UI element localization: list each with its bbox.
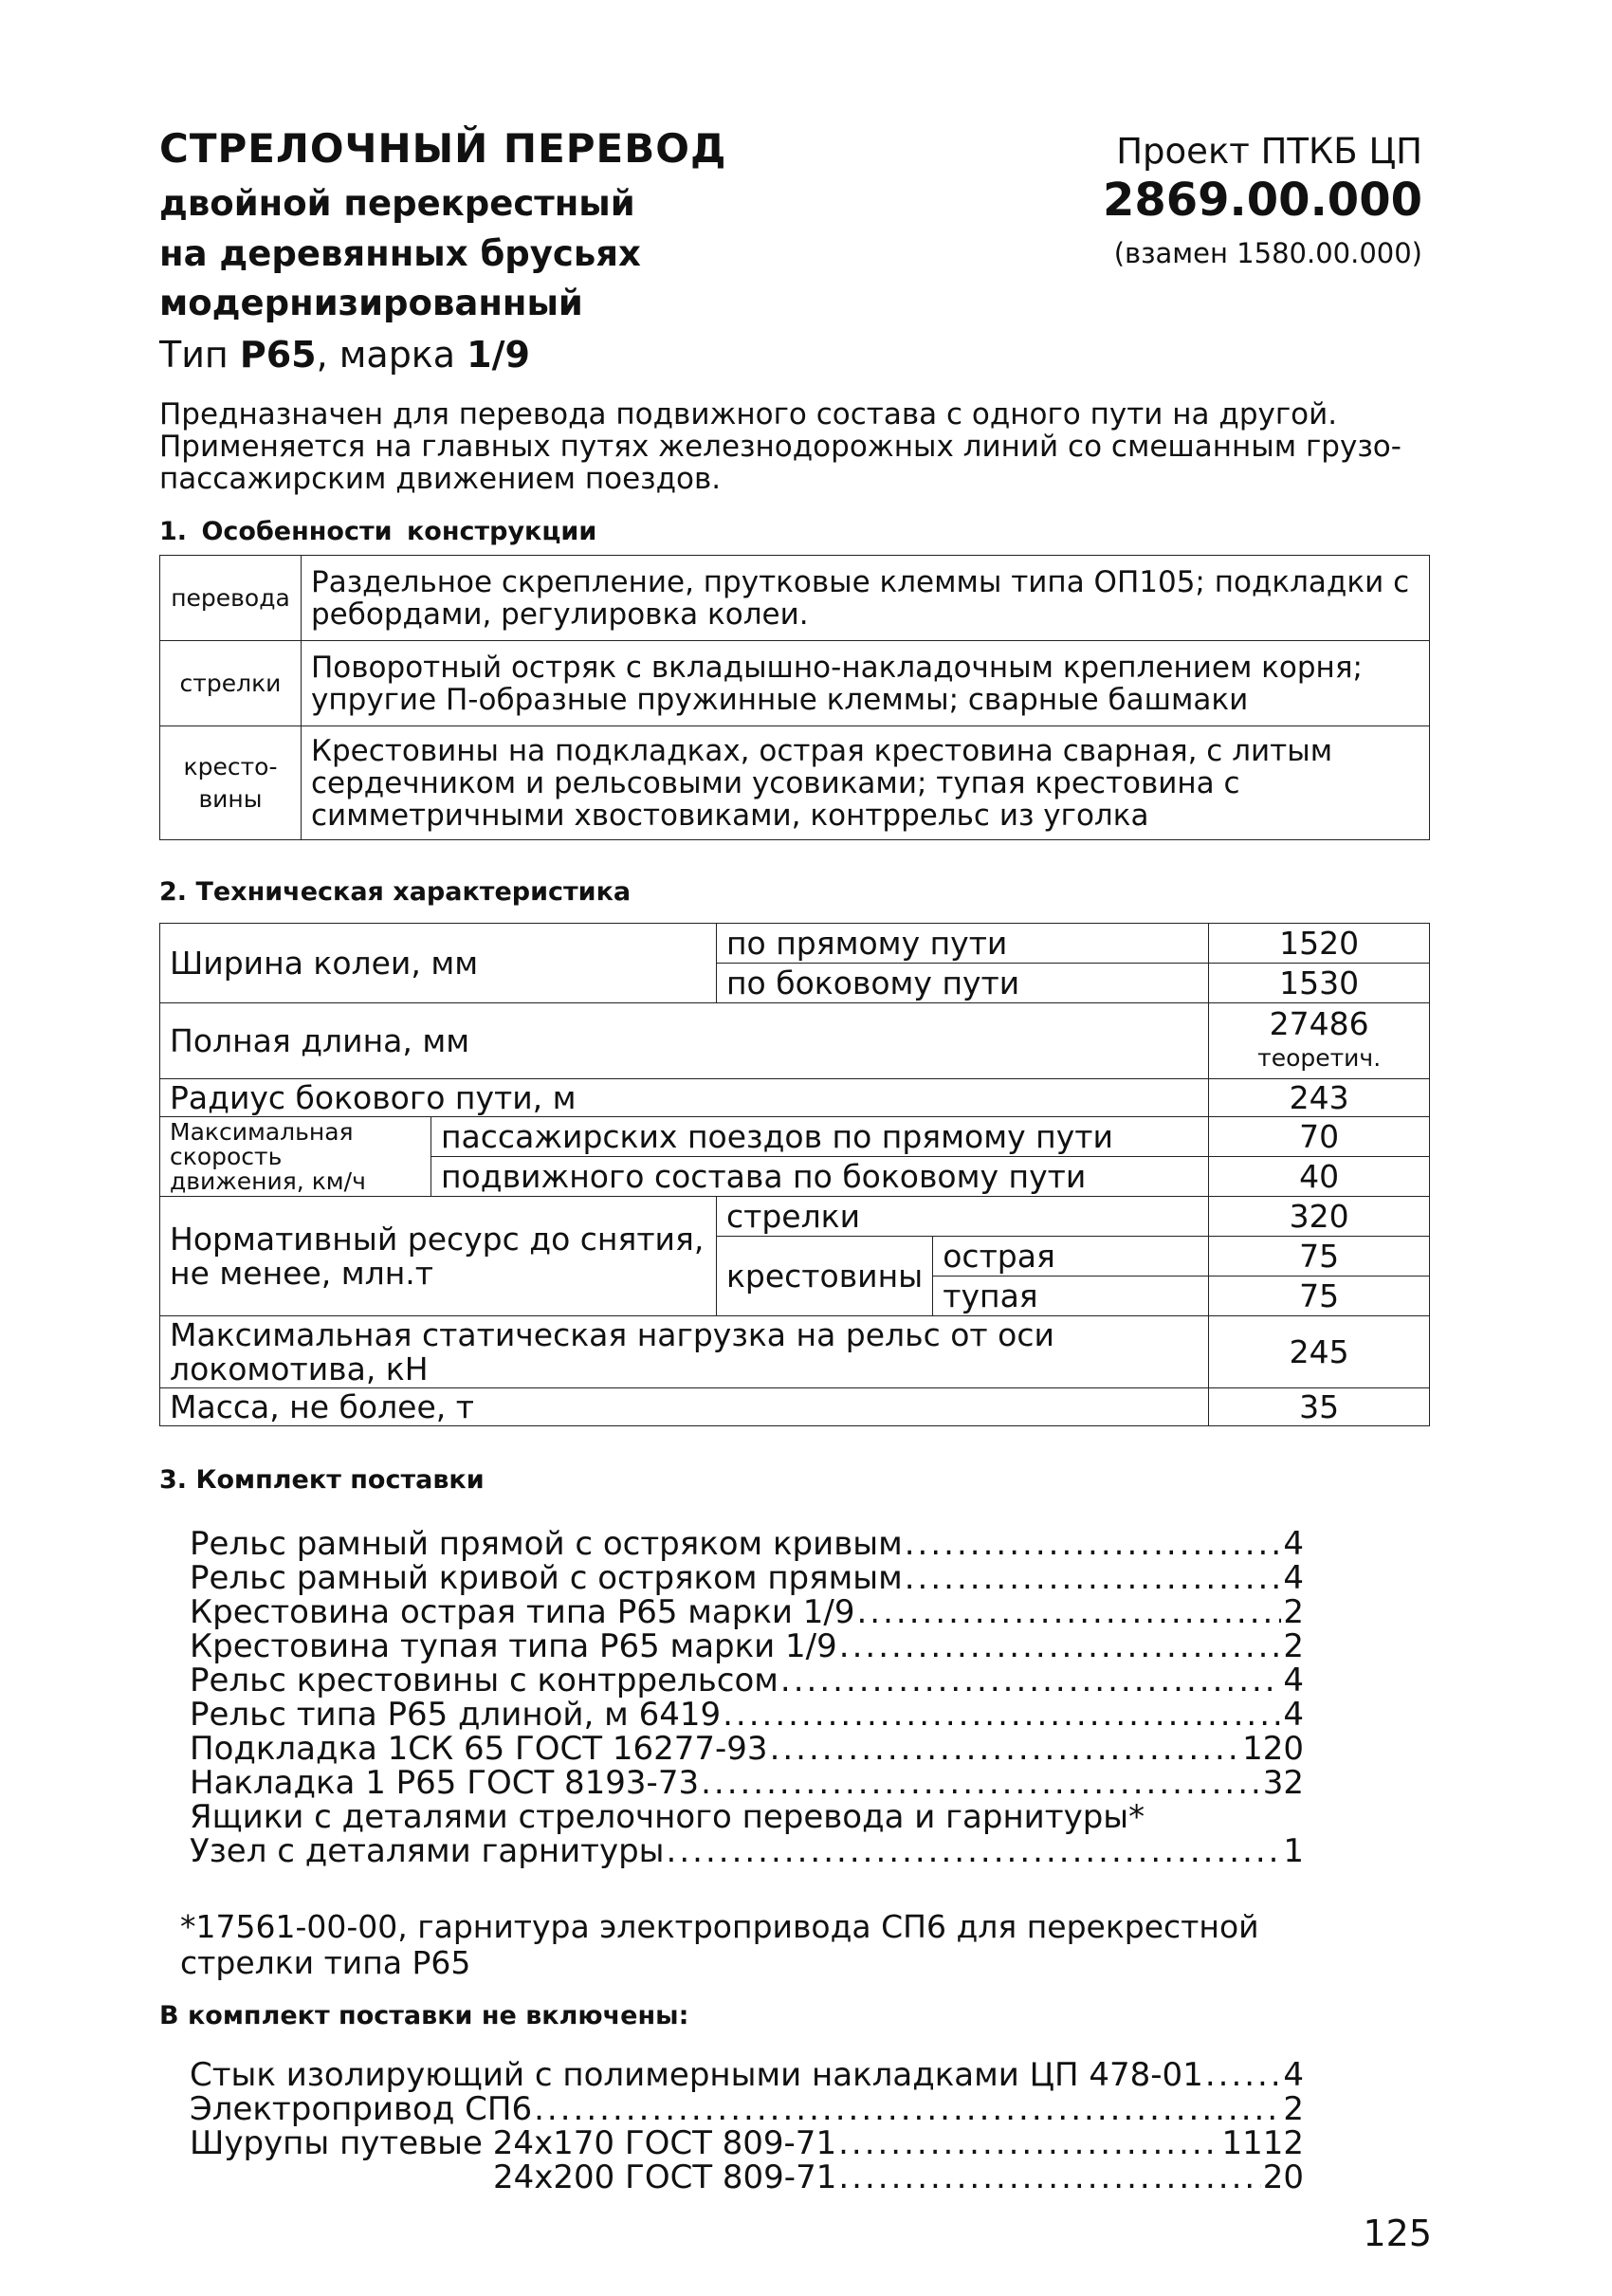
features-label: перевода bbox=[160, 556, 302, 641]
gauge-label: Ширина колеи, мм bbox=[160, 924, 717, 1003]
intro-paragraph: Предназначен для перевода подвижного состава с одного пути на другой. Применяется на главных путях железнодорожных линий со смешанным грузо-пассажирским движением поездов. bbox=[159, 397, 1401, 496]
list-item: Шурупы путевые 24х170 ГОСТ 809-71 ..... 1112 bbox=[190, 2126, 1304, 2160]
resource-blunt-value: 75 bbox=[1209, 1277, 1430, 1316]
gauge-straight-value: 1520 bbox=[1209, 924, 1430, 964]
list-item: Рельс рамный прямой с остряком кривым ..... 4 bbox=[190, 1527, 1304, 1561]
list-item: Крестовина тупая типа Р65 марки 1/9 ..... 2 bbox=[190, 1629, 1304, 1663]
resource-switch-value: 320 bbox=[1209, 1197, 1430, 1237]
length-note: теоретич. bbox=[1257, 1043, 1382, 1072]
length-value: 27486 bbox=[1269, 1004, 1369, 1042]
speed-side-value: 40 bbox=[1209, 1157, 1430, 1197]
list-item: Рельс крестовины с контррельсом ..... 4 bbox=[190, 1663, 1304, 1698]
features-text: Поворотный остряк с вкладышно-накладочным креплением корня; упругие П-образные пружинные клеммы; сварные башмаки bbox=[302, 641, 1430, 726]
project-label: Проект ПТКБ ЦП bbox=[1116, 131, 1422, 172]
resource-blunt-label: тупая bbox=[933, 1277, 1209, 1316]
section-1-heading: 1. Особенности конструкции bbox=[159, 517, 597, 546]
section-2-heading: 2. Техническая характеристика bbox=[159, 877, 632, 907]
resource-frogs-label: крестовины bbox=[716, 1237, 932, 1316]
document-title: СТРЕЛОЧНЫЙ ПЕРЕВОД bbox=[159, 125, 727, 172]
subtitle-line-1: двойной перекрестный bbox=[159, 183, 635, 224]
excluded-list bbox=[190, 2058, 1304, 2195]
radius-label: Радиус бокового пути, м bbox=[160, 1079, 1209, 1117]
length-label: Полная длина, мм bbox=[160, 1003, 1209, 1079]
features-text: Раздельное скрепление, прутковые клеммы типа ОП105; подкладки с ребордами, регулировка колеи. bbox=[302, 556, 1430, 641]
features-label: стрелки bbox=[160, 641, 302, 726]
supply-list bbox=[190, 1527, 1304, 1868]
gauge-side-label: по боковому пути bbox=[716, 964, 1208, 1003]
gauge-side-value: 1530 bbox=[1209, 964, 1430, 1003]
length-cell bbox=[1209, 1003, 1430, 1079]
mass-label: Масса, не более, т bbox=[160, 1388, 1209, 1426]
list-item: Рельс рамный кривой с остряком прямым ..... 4 bbox=[190, 1561, 1304, 1595]
features-text: Крестовины на подкладках, острая крестовина сварная, с литым сердечником и рельсовыми усовиками; тупая крестовина с симметричными хвостовиками, контррельс из уголка bbox=[302, 726, 1430, 840]
resource-switch-label: стрелки bbox=[716, 1197, 1208, 1237]
speed-straight-label: пассажирских поездов по прямому пути bbox=[430, 1117, 1208, 1157]
list-item: Узел с деталями гарнитуры ..... 1 bbox=[190, 1834, 1304, 1868]
section-4-heading: В комплект поставки не включены: bbox=[159, 2001, 689, 2030]
list-item: 24х200 ГОСТ 809-71 ..... 20 bbox=[190, 2160, 1304, 2195]
speed-straight-value: 70 bbox=[1209, 1117, 1430, 1157]
subtitle-line-3: модернизированный bbox=[159, 283, 583, 323]
project-code: 2869.00.000 bbox=[1102, 174, 1422, 227]
page-number: 125 bbox=[1363, 2213, 1432, 2254]
project-replaces: (взамен 1580.00.000) bbox=[1113, 237, 1422, 269]
list-item: Подкладка 1СК 65 ГОСТ 16277-93 ..... 120 bbox=[190, 1732, 1304, 1766]
list-item: Рельс типа Р65 длиной, м 6419 ..... 4 bbox=[190, 1698, 1304, 1732]
list-item: Крестовина острая типа Р65 марки 1/9 ..... 2 bbox=[190, 1595, 1304, 1629]
list-item: Электропривод СП6 ..... 2 bbox=[190, 2092, 1304, 2126]
resource-sharp-label: острая bbox=[933, 1237, 1209, 1277]
radius-value: 243 bbox=[1209, 1079, 1430, 1117]
resource-label: Нормативный ресурс до снятия, не менее, млн.т bbox=[160, 1197, 717, 1316]
features-row bbox=[160, 726, 1430, 840]
boxes-line: Ящики с деталями стрелочного перевода и гарнитуры* bbox=[190, 1798, 1145, 1836]
section-3-heading: 3. Комплект поставки bbox=[159, 1465, 485, 1495]
features-row bbox=[160, 641, 1430, 726]
resource-sharp-value: 75 bbox=[1209, 1237, 1430, 1277]
load-value: 245 bbox=[1209, 1316, 1430, 1388]
speed-label: Максимальная скорость движения, км/ч bbox=[160, 1117, 431, 1197]
load-label: Максимальная статическая нагрузка на рельс от оси локомотива, кН bbox=[160, 1316, 1209, 1388]
footnote: *17561-00-00, гарнитура электропривода СП6 для перекрестной стрелки типа Р65 bbox=[180, 1908, 1259, 1981]
mass-value: 35 bbox=[1209, 1388, 1430, 1426]
list-item: Накладка 1 Р65 ГОСТ 8193-73 ..... 32 bbox=[190, 1766, 1304, 1800]
features-label: кресто-вины bbox=[160, 726, 302, 840]
specs-table bbox=[159, 923, 1430, 1426]
type-line: Тип Р65, марка 1/9 bbox=[159, 334, 530, 376]
list-item: Стык изолирующий с полимерными накладками ЦП 478-01 ..... 4 bbox=[190, 2058, 1304, 2092]
speed-side-label: подвижного состава по боковому пути bbox=[430, 1157, 1208, 1197]
features-table bbox=[159, 555, 1430, 840]
gauge-straight-label: по прямому пути bbox=[716, 924, 1208, 964]
subtitle-line-2: на деревянных брусьях bbox=[159, 233, 641, 274]
features-row bbox=[160, 556, 1430, 641]
